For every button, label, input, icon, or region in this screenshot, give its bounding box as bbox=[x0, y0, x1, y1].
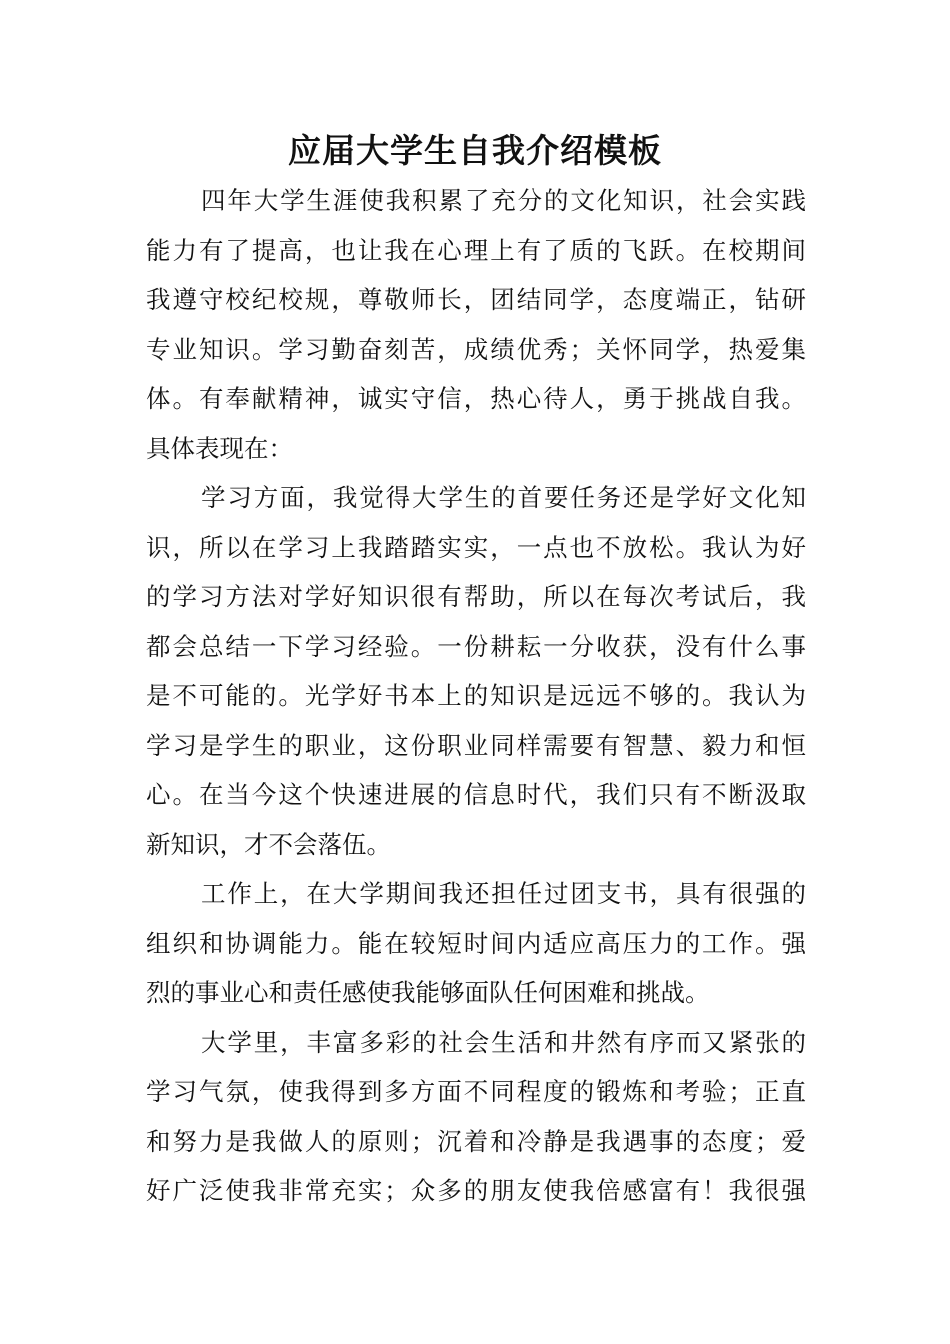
text-line: 专业知识。学习勤奋刻苦，成绩优秀；关怀同学，热爱集 bbox=[146, 334, 806, 364]
text-line: 我遵守校纪校规，尊敬师长，团结同学，态度端正，钻研 bbox=[146, 285, 806, 314]
text-line: 新知识，才不会落伍。 bbox=[146, 829, 391, 859]
text-line: 大学里，丰富多彩的社会生活和井然有序而又紧张的 bbox=[201, 1027, 806, 1057]
text-line: 和努力是我做人的原则；沉着和冷静是我遇事的态度；爱 bbox=[146, 1126, 806, 1156]
text-line: 学习是学生的职业，这份职业同样需要有智慧、毅力和恒 bbox=[146, 730, 806, 760]
text-line: 组织和协调能力。能在较短时间内适应高压力的工作。强 bbox=[146, 928, 806, 958]
text-line: 能力有了提高，也让我在心理上有了质的飞跃。在校期间 bbox=[146, 235, 806, 265]
text-line: 都会总结一下学习经验。一份耕耘一分收获，没有什么事 bbox=[146, 631, 806, 661]
text-line: 体。有奉献精神，诚实守信，热心待人，勇于挑战自我。 bbox=[146, 384, 806, 413]
text-line: 是不可能的。光学好书本上的知识是远远不够的。我认为 bbox=[146, 681, 806, 710]
text-line: 识，所以在学习上我踏踏实实，一点也不放松。我认为好 bbox=[146, 532, 806, 562]
text-line: 工作上，在大学期间我还担任过团支书，具有很强的 bbox=[201, 879, 806, 908]
document-body bbox=[146, 176, 806, 1216]
text-line: 学习气氛，使我得到多方面不同程度的锻炼和考验；正直 bbox=[146, 1077, 806, 1106]
text-line: 心。在当今这个快速进展的信息时代，我们只有不断汲取 bbox=[146, 780, 806, 809]
document-title: 应届大学生自我介绍模板 bbox=[288, 131, 662, 170]
text-line: 的学习方法对学好知识很有帮助，所以在每次考试后，我 bbox=[146, 582, 806, 611]
text-line: 好广泛使我非常充实；众多的朋友使我倍感富有！我很强 bbox=[146, 1176, 806, 1205]
text-line: 具体表现在： bbox=[146, 433, 293, 463]
text-line: 四年大学生涯使我积累了充分的文化知识，社会实践 bbox=[201, 186, 806, 215]
text-line: 烈的事业心和责任感使我能够面队任何困难和挑战。 bbox=[146, 978, 710, 1007]
text-line: 学习方面，我觉得大学生的首要任务还是学好文化知 bbox=[201, 483, 806, 512]
